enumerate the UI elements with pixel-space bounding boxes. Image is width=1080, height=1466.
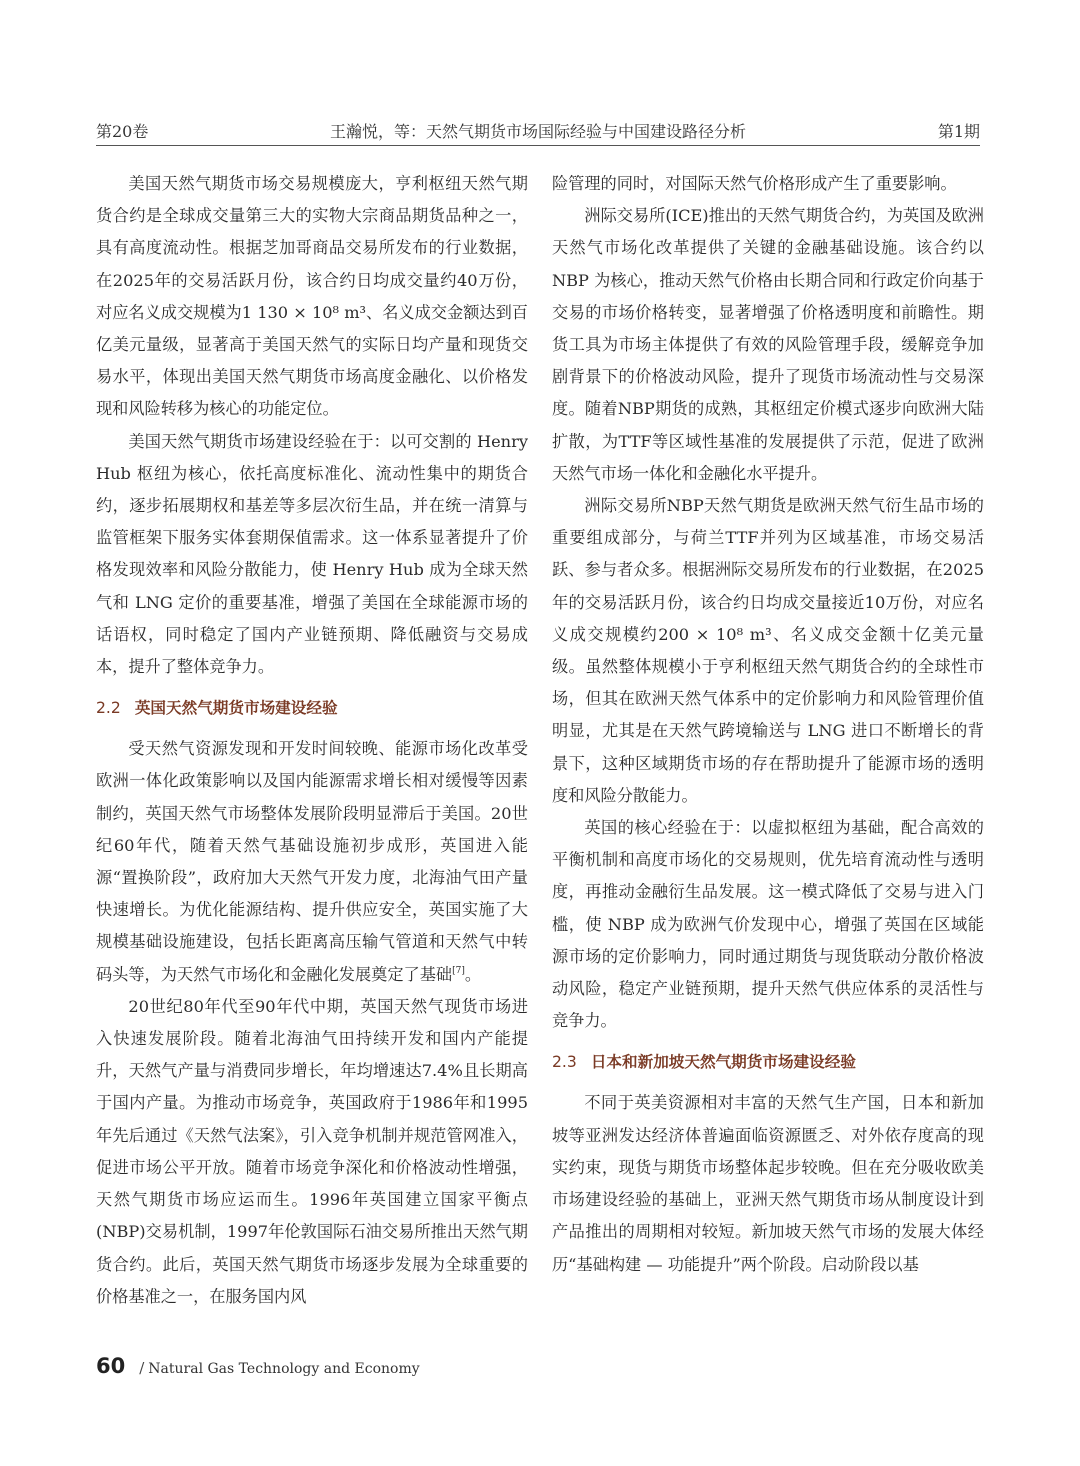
right-column [552,168,984,1281]
left-column [96,168,528,1313]
paragraph [96,733,528,991]
section-number: 2.2 [96,699,121,718]
section-heading-2-2 [96,693,528,723]
paragraph: 洲际交易所(ICE)推出的天然气期货合约，为英国及欧洲天然气市场化改革提供了关键的金融基础设施。该合约以 NBP 为核心，推动天然气价格由长期合同和行政定价向基于交易的市场价格转变，显著增强了价格透明度和前瞻性。期货工具为市场主体提供了有效的风险管理手段，缓解竞争加剧背景下的价格波动风险，提升了现货市场流动性与交易深度。随着NBP期货的成熟，其枢纽定价模式逐步向欧洲大陆扩散，为TTF等区域性基准的发展提供了示范，促进了欧洲天然气市场一体化和金融化水平提升。 [552,206,984,483]
header-rule [96,145,980,146]
running-title: 王瀚悦，等：天然气期货市场国际经验与中国建设路径分析 [329,122,746,141]
issue-label: 第1期 [937,122,980,141]
section-number: 2.3 [552,1053,577,1072]
section-title: 英国天然气期货市场建设经验 [134,699,338,718]
citation-ref[interactable]: [7] [452,965,465,976]
section-heading-2-3 [552,1047,984,1077]
page-footer [96,1354,420,1378]
paragraph-end: 。 [464,964,482,984]
section-title: 日本和新加坡天然气期货市场建设经验 [590,1053,856,1072]
page-number: 60 [96,1354,126,1378]
footer-separator: / [139,1359,145,1377]
paragraph: 美国天然气期货市场建设经验在于：以可交割的 Henry Hub 枢纽为核心，依托高度标准化、流动性集中的期货合约，逐步拓展期权和基差等多层次衍生品，并在统一清算与监管框架下服务实体套期保值需求。这一体系显著提升了价格发现效率和风险分散能力，使 Henry Hub 成为全球天然气和 LNG 定价的重要基准，增强了美国在全球能源市场的话语权，同时稳定了国内产业链预期、降低融资与交易成本，提升了整体竞争力。 [96,431,528,677]
journal-name: Natural Gas Technology and Economy [148,1361,420,1377]
paragraph: 英国的核心经验在于：以虚拟枢纽为基础，配合高效的平衡机制和高度市场化的交易规则，优先培育流动性与透明度，再推动金融衍生品发展。这一模式降低了交易与进入门槛，使 NBP 成为欧洲气价发现中心，增强了英国在区域能源市场的定价影响力，同时通过期货与现货联动分散价格波动风险，稳定产业链预期，提升天然气供应体系的灵活性与竞争力。 [552,818,984,1031]
running-header [96,112,980,142]
paragraph-text: 受天然气资源发现和开发时间较晚、能源市场化改革受欧洲一体化政策影响以及国内能源需求增长相对缓慢等因素制约，英国天然气市场整体发展阶段明显滞后于美国。20世纪60年代，随着天然气基础设施初步成形，英国进入能源“置换阶段”，政府加大天然气开发力度，北海油气田产量快速增长。为优化能源结构、提升供应安全，英国实施了大规模基础设施建设，包括长距离高压输气管道和天然气中转码头等，为天然气市场化和金融化发展奠定了基础 [96,739,528,984]
paragraph: 20世纪80年代至90年代中期，英国天然气现货市场进入快速发展阶段。随着北海油气田持续开发和国内产能提升，天然气产量与消费同步增长，年均增速达7.4%且长期高于国内产量。为推动市场竞争，英国政府于1986年和1995年先后通过《天然气法案》，引入竞争机制并规范管网准入，促进市场公平开放。随着市场竞争深化和价格波动性增强，天然气期货市场应运而生。1996年英国建立国家平衡点(NBP)交易机制，1997年伦敦国际石油交易所推出天然气期货合约。此后，英国天然气期货市场逐步发展为全球重要的价格基准之一，在服务国内风 [96,996,528,1306]
paragraph: 不同于英美资源相对丰富的天然气生产国，日本和新加坡等亚洲发达经济体普遍面临资源匮乏、对外依存度高的现实约束，现货与期货市场整体起步较晚。但在充分吸收欧美市场建设经验的基础上，亚洲天然气期货市场从制度设计到产品推出的周期相对较短。新加坡天然气市场的发展大体经历“基础构建 — 功能提升”两个阶段。启动阶段以基 [552,1093,984,1274]
paragraph: 美国天然气期货市场交易规模庞大，亨利枢纽天然气期货合约是全球成交量第三大的实物大宗商品期货品种之一，具有高度流动性。根据芝加哥商品交易所发布的行业数据，在2025年的交易活跃月份，该合约日均成交量约40万份，对应名义成交规模为1 130 × 10⁸ m³、名义成交金额达到百亿美元量级，显著高于美国天然气的实际日均产量和现货交易水平，体现出美国天然气期货市场高度金融化、以价格发现和风险转移为核心的功能定位。 [96,174,528,419]
paragraph-continued: 险管理的同时，对国际天然气价格形成产生了重要影响。 [552,174,957,193]
paragraph: 洲际交易所NBP天然气期货是欧洲天然气衍生品市场的重要组成部分，与荷兰TTF并列为区域基准，市场交易活跃、参与者众多。根据洲际交易所发布的行业数据，在2025年的交易活跃月份，该合约日均成交量接近10万份，对应名义成交规模约200 × 10⁸ m³、名义成交金额十亿美元量级。虽然整体规模小于亨利枢纽天然气期货合约的全球性市场，但其在欧洲天然气体系中的定价影响力和风险管理价值明显，尤其是在天然气跨境输送与 LNG 进口不断增长的背景下，这种区域期货市场的存在帮助提升了能源市场的透明度和风险分散能力。 [552,496,984,805]
volume-label: 第20卷 [96,122,149,141]
